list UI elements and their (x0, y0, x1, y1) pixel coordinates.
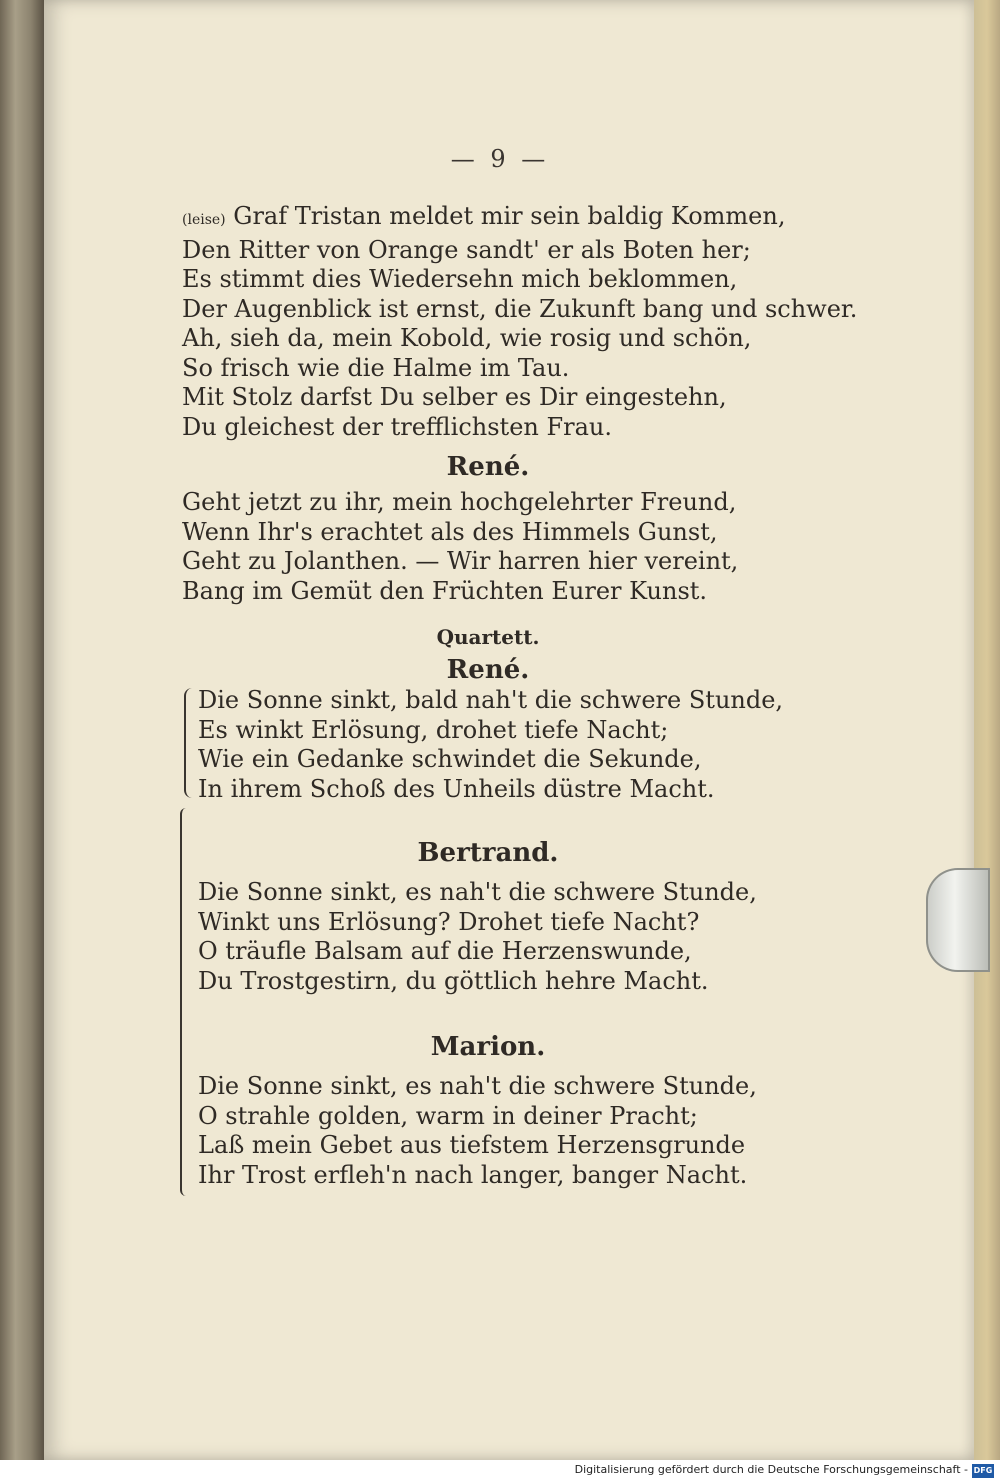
page-clip (926, 868, 990, 972)
verse-line: Die Sonne sinkt, bald nah't die schwere Stunde, (198, 686, 784, 714)
quartet-rene-verse (198, 686, 783, 804)
verse-line: Laß mein Gebet aus tiefstem Herzensgrunde (198, 1131, 746, 1159)
verse-line: O träufle Balsam auf die Herzenswunde, (198, 937, 692, 965)
dfg-logo: DFG (972, 1464, 994, 1478)
footer-bar (0, 1460, 1000, 1482)
intro-verse (182, 202, 857, 442)
quartet-title: Quartett. (436, 625, 540, 649)
verse-line: Winkt uns Erlösung? Drohet tiefe Nacht? (198, 907, 700, 936)
page-number: — 9 — (450, 145, 550, 173)
page-edge-right (974, 0, 1000, 1460)
verse-line: O strahle golden, warm in deiner Pracht; (198, 1101, 698, 1130)
verse-line: Der Augenblick ist ernst, die Zukunft bang und schwer. (182, 294, 858, 323)
speaker-marion: Marion. (430, 1032, 546, 1062)
verse-line: Bang im Gemüt den Früchten Eurer Kunst. (182, 576, 708, 605)
verse-line: Die Sonne sinkt, es nah't die schwere Stunde, (198, 878, 757, 906)
verse-line: Du Trostgestirn, du göttlich hehre Macht. (198, 966, 709, 995)
brace-rene (184, 688, 194, 798)
verse-line: Du gleichest der trefflichsten Frau. (182, 412, 612, 441)
speaker-bertrand: Bertrand. (417, 838, 559, 868)
book-binding-left (0, 0, 44, 1460)
verse-line: Ah, sieh da, mein Kobold, wie rosig und schön, (182, 324, 752, 352)
speaker-rene: René. (446, 452, 530, 482)
verse-line: Den Ritter von Orange sandt' er als Boten her; (182, 235, 751, 264)
quartet-bertrand-verse (198, 878, 757, 996)
verse-line: Ihr Trost erfleh'n nach langer, banger Nacht. (198, 1160, 748, 1189)
footer-credit: Digitalisierung gefördert durch die Deutsche Forschungsgemeinschaft - (574, 1463, 968, 1476)
quartet-marion-verse (198, 1072, 757, 1190)
verse-line: Die Sonne sinkt, es nah't die schwere Stunde, (198, 1072, 757, 1100)
verse-line: Geht jetzt zu ihr, mein hochgelehrter Freund, (182, 488, 737, 516)
verse-line: Geht zu Jolanthen. — Wir harren hier vereint, (182, 547, 739, 575)
stage-direction: (leise) (182, 212, 226, 228)
verse-line: Es stimmt dies Wiedersehn mich beklommen, (182, 265, 738, 293)
verse-line: In ihrem Schoß des Unheils düstre Macht. (198, 774, 715, 803)
verse-line: Mit Stolz darfst Du selber es Dir eingestehn, (182, 383, 727, 411)
rene-verse (182, 488, 738, 606)
verse-line: Wie ein Gedanke schwindet die Sekunde, (198, 745, 702, 773)
verse-line: So frisch wie die Halme im Tau. (182, 353, 570, 382)
verse-line: Wenn Ihr's erachtet als des Himmels Gunst, (182, 517, 718, 546)
verse-line: (leise) Graf Tristan meldet mir sein baldig Kommen, (182, 202, 786, 230)
verse-line: Es winkt Erlösung, drohet tiefe Nacht; (198, 715, 669, 744)
speaker-rene-quartet: René. (446, 655, 530, 685)
